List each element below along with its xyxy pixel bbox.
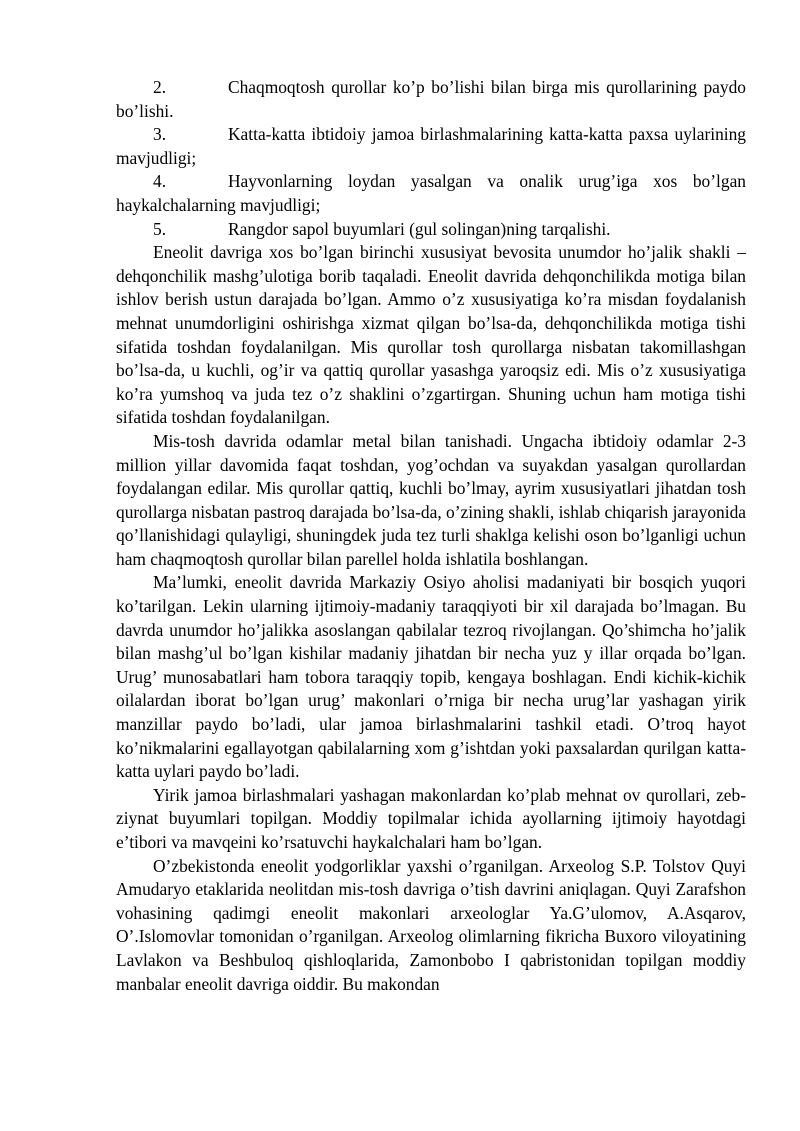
list-item [116, 218, 746, 242]
list-item-number: 5. [153, 218, 167, 239]
list-item-text: Rangdor sapol buyumlari (gul solingan)ning tarqalishi. [228, 218, 611, 239]
list-item-number: 3. [153, 124, 167, 145]
list-item-text: Katta-katta ibtidoiy jamoa birlashmalarining katta-katta paxsa uylarining mavjudligi; [116, 124, 746, 168]
document-body [116, 76, 746, 996]
list-item [116, 76, 746, 123]
paragraph: Eneolit davriga xos bo’lgan birinchi xususiyat bevosita unumdor ho’jalik shakli – dehqonchilik mashg’ulotiga borib taqaladi. Eneolit davrida dehqonchilikda motiga bilan ishlov berish ustun darajada bo’lgan. Ammo o’z xususiyatiga ko’ra misdan foydalanish mehnat unumdorligini oshirishga xizmat qilgan bo’lsa-da, dehqonchilikda motiga tishi sifatida toshdan foydalanilgan. Mis qurollar tosh qurollarga nisbatan takomillashgan bo’lsa-da, u kuchli, og’ir va qattiq qurollar yasashga yaroqsiz edi. Mis o’z xususiyatiga ko’ra yumshoq va juda tez o’z shaklini o’zgartirgan. Shuning uchun ham motiga tishi sifatida toshdan foydalanilgan. [116, 242, 746, 428]
list-item [116, 123, 746, 170]
paragraph: Yirik jamoa birlashmalari yashagan makonlardan ko’plab mehnat ov qurollari, zeb-ziynat buyumlari topilgan. Moddiy topilmalar ichida ayollarning ijtimoiy hayotdagi e’tibori va mavqeini ko’rsatuvchi haykalchalari ham bo’lgan. [116, 784, 746, 852]
paragraph: Mis-tosh davrida odamlar metal bilan tanishadi. Ungacha ibtidoiy odamlar 2-3 million yillar davomida faqat toshdan, yog’ochdan va suyakdan yasalgan qurollardan foydalangan edilar. Mis qurollar qattiq, kuchli bo’lmay, ayrim xususiyatlari jihatdan tosh qurollarga nisbatan pastroq darajada bo’lsa-da, o’zining shakli, ishlab chiqarish jarayonida qo’llanishidagi qulayligi, shuningdek juda tez turli shaklga kelishi oson bo’lganligi uchun ham chaqmoqtosh qurollar bilan parellel holda ishlatila boshlangan. [116, 430, 746, 569]
paragraph: O’zbekistonda eneolit yodgorliklar yaxshi o’rganilgan. Arxeolog S.P. Tolstov Quyi Amudaryo etaklarida neolitdan mis-tosh davriga o’tish davrini aniqlagan. Quyi Zarafshon vohasining qadimgi eneolit makonlari arxeologlar Ya.G’ulomov, A.Asqarov, O’.Islomovlar tomonidan o’rganilgan. Arxeolog olimlarning fikricha Buxoro viloyatining Lavlakon va Beshbuloq qishloqlarida, Zamonbobo I qabristonidan topilgan moddiy manbalar eneolit davriga oiddir. Bu makondan [116, 855, 746, 994]
list-item-number: 2. [153, 77, 167, 97]
list-item-text: Chaqmoqtosh qurollar ko’p bo’lishi bilan birga mis qurollarining paydo bo’lishi. [116, 77, 746, 121]
paragraph: Ma’lumki, eneolit davrida Markaziy Osiyo aholisi madaniyati bir bosqich yuqori ko’tarilgan. Lekin ularning ijtimoiy-madaniy taraqqiyoti bir xil darajada bo’lmagan. Bu davrda unumdor ho’jalikka asoslangan qabilalar tezroq rivojlangan. Qo’shimcha ho’jalik bilan mashg’ul bo’lgan kishilar madaniy jihatdan bir necha yuz y illar orqada bo’lgan. Urug’ munosabatlari ham tobora taraqqiy topib, kengaya boshlagan. Endi kichik-kichik oilalardan iborat bo’lgan urug’ makonlari o’rniga bir necha urug’lar yashagan yirik manzillar paydo bo’ladi, ular jamoa birlashmalarini tashkil etadi. O’troq hayot ko’nikmalarini egallayotgan qabilalarning xom g’ishtdan yoki paxsalardan qurilgan katta-katta uylari paydo bo’ladi. [116, 572, 746, 782]
list-item-number: 4. [153, 171, 167, 192]
list-item-text: Hayvonlarning loydan yasalgan va onalik urug’iga xos bo’lgan haykalchalarning mavjudligi; [116, 171, 746, 215]
list-item [116, 170, 746, 217]
